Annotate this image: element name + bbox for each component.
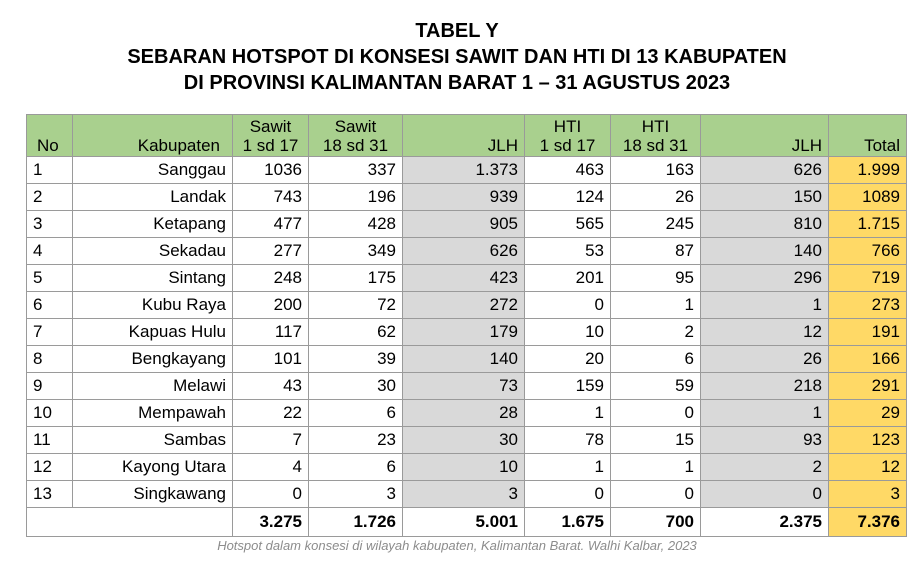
cell-sawit-1-17: 22 (233, 400, 309, 427)
cell-hti-18-31: 95 (611, 265, 701, 292)
total-sawit-1-17: 3.275 (233, 508, 309, 537)
cell-sawit-1-17: 477 (233, 211, 309, 238)
cell-kabupaten: Singkawang (73, 481, 233, 508)
cell-jlh-hti: 93 (701, 427, 829, 454)
cell-hti-1-17: 463 (525, 157, 611, 184)
cell-no: 10 (27, 400, 73, 427)
table-row (27, 292, 907, 319)
cell-sawit-18-31: 72 (309, 292, 403, 319)
cell-jlh-sawit: 3 (403, 481, 525, 508)
cell-kabupaten: Melawi (73, 373, 233, 400)
cell-jlh-sawit: 140 (403, 346, 525, 373)
cell-hti-1-17: 53 (525, 238, 611, 265)
cell-hti-1-17: 159 (525, 373, 611, 400)
header-kabupaten: Kabupaten (73, 115, 233, 157)
cell-jlh-hti: 1 (701, 400, 829, 427)
cell-no: 7 (27, 319, 73, 346)
cell-jlh-sawit: 423 (403, 265, 525, 292)
cell-sawit-1-17: 277 (233, 238, 309, 265)
cell-hti-1-17: 201 (525, 265, 611, 292)
cell-total: 719 (829, 265, 907, 292)
cell-no: 8 (27, 346, 73, 373)
table-title (0, 18, 914, 96)
cell-kabupaten: Sanggau (73, 157, 233, 184)
cell-hti-18-31: 1 (611, 454, 701, 481)
cell-jlh-hti: 0 (701, 481, 829, 508)
cell-no: 6 (27, 292, 73, 319)
totals-row (27, 508, 907, 537)
table-row (27, 400, 907, 427)
cell-total: 1.715 (829, 211, 907, 238)
totals-label-cell (27, 508, 233, 537)
cell-sawit-1-17: 101 (233, 346, 309, 373)
cell-jlh-hti: 1 (701, 292, 829, 319)
cell-jlh-sawit: 939 (403, 184, 525, 211)
header-no: No (27, 115, 73, 157)
cell-no: 11 (27, 427, 73, 454)
cell-hti-1-17: 124 (525, 184, 611, 211)
cell-jlh-hti: 810 (701, 211, 829, 238)
cell-kabupaten: Sambas (73, 427, 233, 454)
cell-hti-1-17: 0 (525, 292, 611, 319)
cell-sawit-18-31: 349 (309, 238, 403, 265)
cell-kabupaten: Kayong Utara (73, 454, 233, 481)
cell-sawit-1-17: 248 (233, 265, 309, 292)
cell-total: 166 (829, 346, 907, 373)
table-row (27, 481, 907, 508)
cell-hti-18-31: 2 (611, 319, 701, 346)
cell-jlh-sawit: 73 (403, 373, 525, 400)
table-row (27, 454, 907, 481)
cell-jlh-sawit: 905 (403, 211, 525, 238)
cell-kabupaten: Landak (73, 184, 233, 211)
cell-sawit-18-31: 196 (309, 184, 403, 211)
cell-total: 273 (829, 292, 907, 319)
header-sawit-18-31: Sawit 18 sd 31 (309, 115, 403, 157)
cell-kabupaten: Sekadau (73, 238, 233, 265)
cell-hti-18-31: 163 (611, 157, 701, 184)
hotspot-table (26, 114, 907, 537)
title-line-3: DI PROVINSI KALIMANTAN BARAT 1 – 31 AGUSTUS 2023 (183, 72, 731, 94)
cell-no: 9 (27, 373, 73, 400)
grand-total: 7.376 (829, 508, 907, 537)
total-jlh-sawit: 5.001 (403, 508, 525, 537)
table-row (27, 319, 907, 346)
total-sawit-18-31: 1.726 (309, 508, 403, 537)
cell-sawit-18-31: 23 (309, 427, 403, 454)
header-sawit-1-17: Sawit 1 sd 17 (233, 115, 309, 157)
table-row (27, 427, 907, 454)
cell-jlh-sawit: 28 (403, 400, 525, 427)
cell-kabupaten: Bengkayang (73, 346, 233, 373)
cell-hti-1-17: 1 (525, 400, 611, 427)
cell-kabupaten: Ketapang (73, 211, 233, 238)
cell-no: 1 (27, 157, 73, 184)
cell-jlh-hti: 2 (701, 454, 829, 481)
cell-no: 2 (27, 184, 73, 211)
cell-hti-18-31: 87 (611, 238, 701, 265)
cell-hti-18-31: 15 (611, 427, 701, 454)
table-row (27, 211, 907, 238)
cell-sawit-1-17: 0 (233, 481, 309, 508)
cell-no: 3 (27, 211, 73, 238)
cell-hti-18-31: 1 (611, 292, 701, 319)
cell-hti-18-31: 6 (611, 346, 701, 373)
cell-no: 12 (27, 454, 73, 481)
cell-hti-18-31: 59 (611, 373, 701, 400)
cell-sawit-18-31: 175 (309, 265, 403, 292)
cell-sawit-1-17: 743 (233, 184, 309, 211)
cell-kabupaten: Kapuas Hulu (73, 319, 233, 346)
cell-jlh-sawit: 1.373 (403, 157, 525, 184)
cell-jlh-sawit: 272 (403, 292, 525, 319)
cell-total: 12 (829, 454, 907, 481)
cell-sawit-18-31: 39 (309, 346, 403, 373)
cell-sawit-1-17: 4 (233, 454, 309, 481)
cell-hti-18-31: 0 (611, 400, 701, 427)
cell-kabupaten: Kubu Raya (73, 292, 233, 319)
cell-total: 29 (829, 400, 907, 427)
cell-hti-1-17: 565 (525, 211, 611, 238)
table-row (27, 373, 907, 400)
header-total: Total (829, 115, 907, 157)
cell-total: 123 (829, 427, 907, 454)
cell-hti-1-17: 20 (525, 346, 611, 373)
table-row (27, 184, 907, 211)
cell-sawit-18-31: 30 (309, 373, 403, 400)
cell-hti-18-31: 245 (611, 211, 701, 238)
table-row (27, 238, 907, 265)
cell-total: 291 (829, 373, 907, 400)
cell-no: 13 (27, 481, 73, 508)
table-row (27, 157, 907, 184)
cell-sawit-18-31: 3 (309, 481, 403, 508)
cell-total: 3 (829, 481, 907, 508)
header-hti-18-31: HTI 18 sd 31 (611, 115, 701, 157)
cell-jlh-hti: 12 (701, 319, 829, 346)
cell-total: 191 (829, 319, 907, 346)
cell-hti-1-17: 1 (525, 454, 611, 481)
cell-kabupaten: Mempawah (73, 400, 233, 427)
table-row (27, 265, 907, 292)
cell-jlh-sawit: 10 (403, 454, 525, 481)
cell-jlh-sawit: 626 (403, 238, 525, 265)
cell-hti-18-31: 0 (611, 481, 701, 508)
total-hti-18-31: 700 (611, 508, 701, 537)
cell-sawit-1-17: 117 (233, 319, 309, 346)
cell-no: 5 (27, 265, 73, 292)
cell-sawit-18-31: 337 (309, 157, 403, 184)
header-jlh-sawit: JLH (403, 115, 525, 157)
cell-sawit-1-17: 1036 (233, 157, 309, 184)
cell-jlh-hti: 296 (701, 265, 829, 292)
cell-sawit-1-17: 200 (233, 292, 309, 319)
cell-sawit-1-17: 43 (233, 373, 309, 400)
title-line-2: SEBARAN HOTSPOT DI KONSESI SAWIT DAN HTI DI 13 KABUPATEN (127, 46, 787, 68)
cell-sawit-18-31: 62 (309, 319, 403, 346)
title-line-1: TABEL Y (415, 20, 499, 42)
total-jlh-hti: 2.375 (701, 508, 829, 537)
header-hti-1-17: HTI 1 sd 17 (525, 115, 611, 157)
cell-jlh-sawit: 30 (403, 427, 525, 454)
header-jlh-hti: JLH (701, 115, 829, 157)
source-caption: Hotspot dalam konsesi di wilayah kabupaten, Kalimantan Barat. Walhi Kalbar, 2023 (217, 538, 697, 553)
header-row (27, 115, 907, 157)
cell-total: 1.999 (829, 157, 907, 184)
cell-jlh-hti: 218 (701, 373, 829, 400)
cell-hti-18-31: 26 (611, 184, 701, 211)
cell-sawit-1-17: 7 (233, 427, 309, 454)
cell-hti-1-17: 78 (525, 427, 611, 454)
cell-jlh-sawit: 179 (403, 319, 525, 346)
table-row (27, 346, 907, 373)
cell-jlh-hti: 150 (701, 184, 829, 211)
total-hti-1-17: 1.675 (525, 508, 611, 537)
cell-no: 4 (27, 238, 73, 265)
cell-sawit-18-31: 428 (309, 211, 403, 238)
cell-hti-1-17: 0 (525, 481, 611, 508)
cell-jlh-hti: 26 (701, 346, 829, 373)
cell-jlh-hti: 626 (701, 157, 829, 184)
cell-jlh-hti: 140 (701, 238, 829, 265)
cell-total: 766 (829, 238, 907, 265)
cell-kabupaten: Sintang (73, 265, 233, 292)
cell-sawit-18-31: 6 (309, 400, 403, 427)
cell-hti-1-17: 10 (525, 319, 611, 346)
cell-total: 1089 (829, 184, 907, 211)
cell-sawit-18-31: 6 (309, 454, 403, 481)
